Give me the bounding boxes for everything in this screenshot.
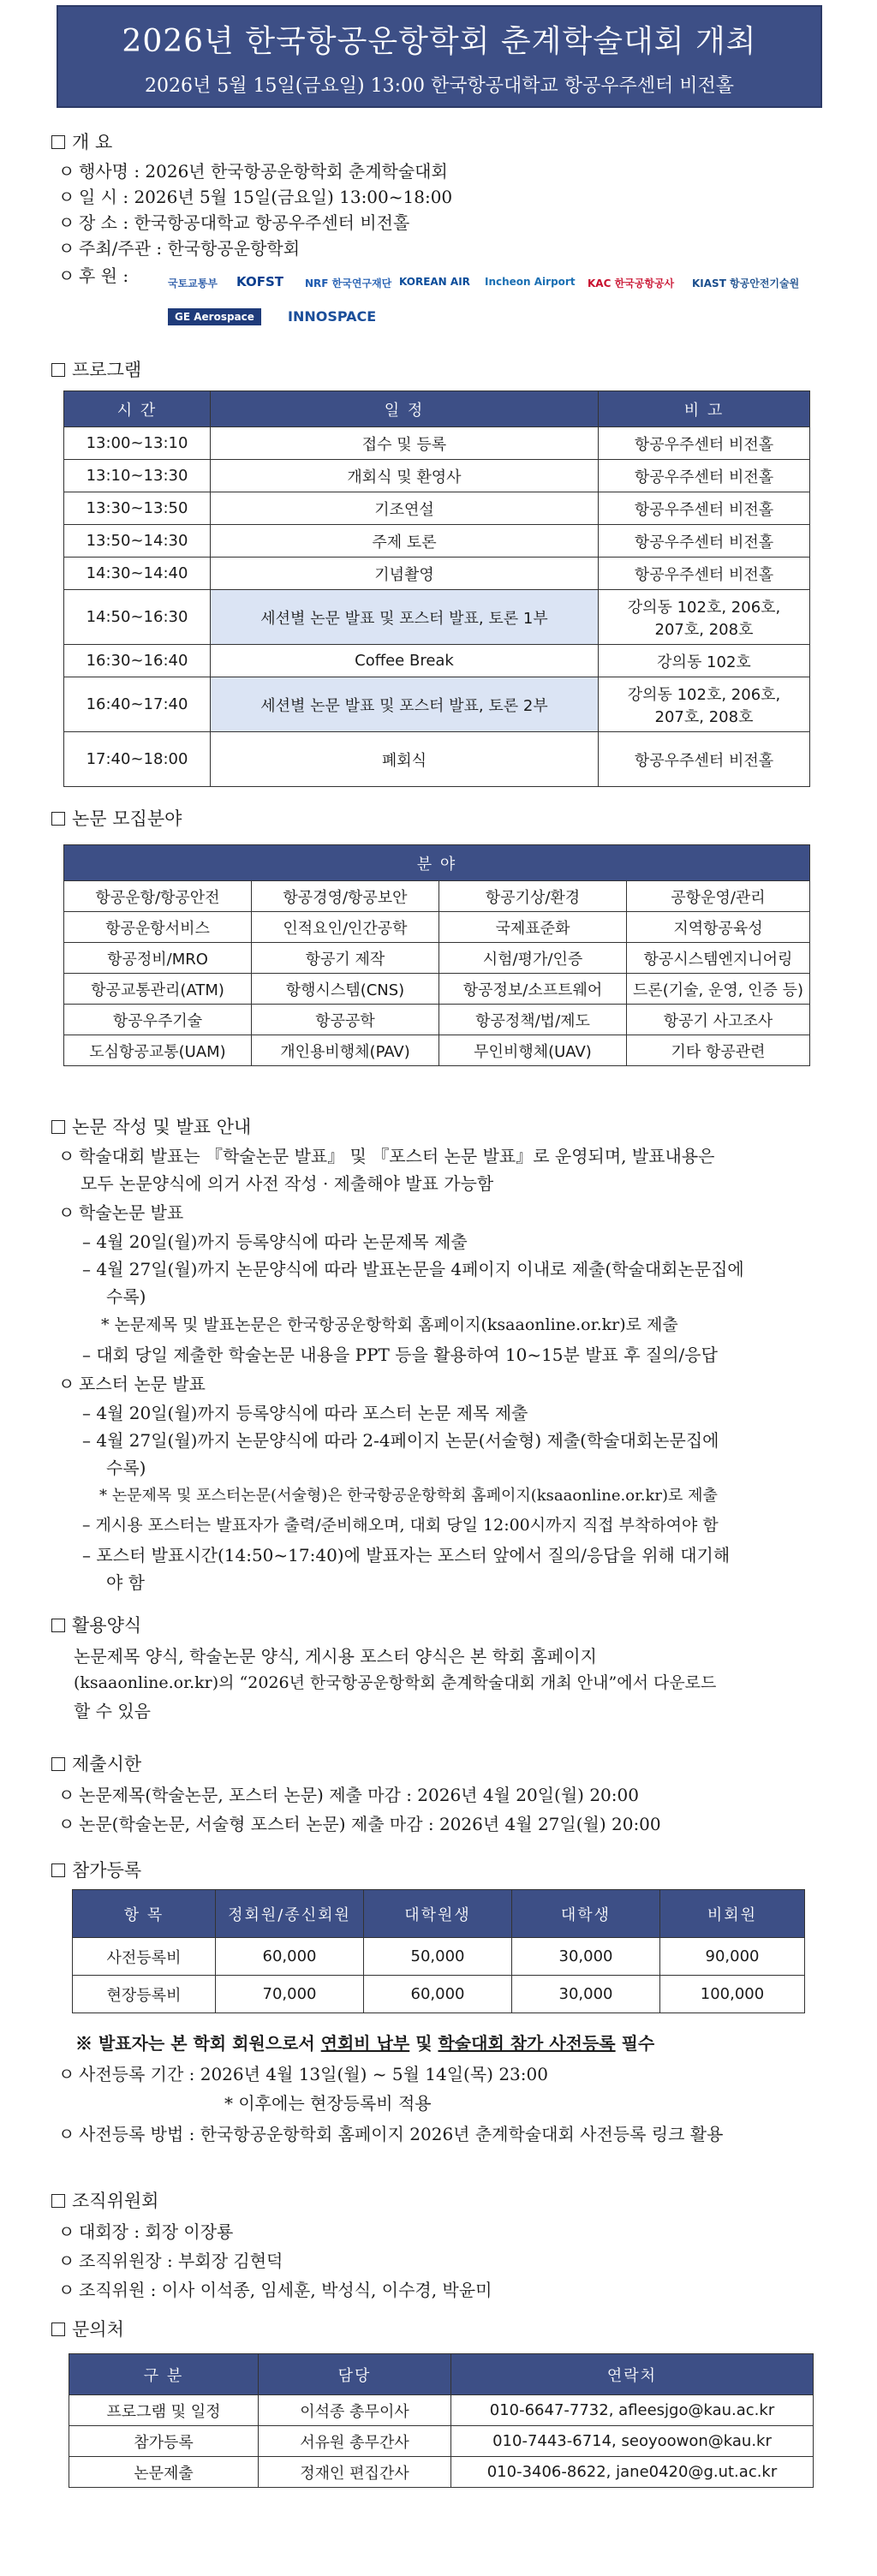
guide-line: 모두 논문양식에 의거 사전 작성 · 제출해야 발표 가능함 (81, 1173, 494, 1194)
table-row: 14:30~14:40 기념촬영 항공우주센터 비전홀 (64, 558, 810, 590)
table-row: 항공교통관리(ATM) 항행시스템(CNS) 항공정보/소프트웨어 드론(기술, 운영, 인증 등) (64, 974, 810, 1005)
sponsor-logo: GE Aerospace (168, 308, 261, 325)
table-row: 항공우주기술 항공공학 항공정책/법/제도 항공기 사고조사 (64, 1005, 810, 1035)
checkbox-square-icon (51, 2323, 65, 2336)
fields-table (63, 844, 810, 1066)
program-header-note: 비 고 (599, 391, 810, 427)
table-row: 프로그램 및 일정 이석종 총무이사 010-6647-7732, afleesjgo@kau.ac.kr (69, 2395, 814, 2426)
table-row: 참가등록 서유원 총무간사 010-7443-6714, seoyoowon@kau.kr (69, 2426, 814, 2457)
table-row: 현장등록비 70,000 60,000 30,000 100,000 (73, 1976, 805, 2013)
section-committee-heading: 조직위원회 (51, 2187, 158, 2213)
committee-item: ㅇ 조직위원장 : 부회장 김현덕 (58, 2251, 283, 2271)
overview-item: ㅇ 일 시 : 2026년 5월 15일(금요일) 13:00~18:00 (58, 187, 453, 207)
program-table (63, 391, 810, 787)
table-row: 16:40~17:40 세션별 논문 발표 및 포스터 발표, 토론 2부 강의동 102호, 206호, 207호, 208호 (64, 677, 810, 732)
section-contact-heading: 문의처 (51, 2316, 124, 2341)
committee-item: ㅇ 조직위원 : 이사 이석종, 임세훈, 박성식, 이수경, 박윤미 (58, 2280, 492, 2300)
sponsor-logo: NRF 한국연구재단 (305, 277, 392, 289)
committee-item: ㅇ 대회장 : 회장 이장룡 (58, 2221, 234, 2242)
checkbox-square-icon (51, 363, 65, 377)
overview-item: ㅇ 행사명 : 2026년 한국항공운항학회 춘계학술대회 (58, 161, 448, 182)
guide-line: – 4월 20일(월)까지 등록양식에 따라 포스터 논문 제목 제출 (82, 1403, 528, 1423)
guide-line: 수록) (106, 1458, 146, 1478)
table-row: 항공운항/항공안전 항공경영/항공보안 항공기상/환경 공항운영/관리 (64, 881, 810, 912)
guide-line: ㅇ 포스터 논문 발표 (58, 1374, 206, 1394)
checkbox-square-icon (51, 1757, 65, 1771)
sponsor-logo: KIAST 항공안전기술원 (692, 277, 800, 289)
table-row: 17:40~18:00 폐회식 항공우주센터 비전홀 (64, 732, 810, 787)
forms-line: 논문제목 양식, 학술논문 양식, 게시용 포스터 양식은 본 학회 홈페이지 (74, 1646, 597, 1667)
table-row: 논문제출 정재인 편집간사 010-3406-8622, jane0420@g.ut.ac.kr (69, 2457, 814, 2488)
checkbox-square-icon (51, 1619, 65, 1632)
guide-line: – 게시용 포스터는 발표자가 출력/준비해오며, 대회 당일 12:00시까지 직접 부착하여야 함 (82, 1516, 719, 1535)
table-row: 16:30~16:40 Coffee Break 강의동 102호 (64, 645, 810, 677)
sponsor-logo: INNOSPACE (288, 308, 377, 325)
checkbox-square-icon (51, 812, 65, 826)
checkbox-square-icon (51, 1120, 65, 1134)
sponsor-logo: 국토교통부 (168, 277, 218, 289)
table-row: 도심항공교통(UAM) 개인용비행체(PAV) 무인비행체(UAV) 기타 항공관련 (64, 1035, 810, 1066)
guide-line: * 논문제목 및 포스터논문(서술형)은 한국항공운항학회 홈페이지(ksaaonline.or.kr)로 제출 (99, 1487, 718, 1505)
section-fields-heading: 논문 모집분야 (51, 805, 182, 831)
guide-line: – 대회 당일 제출한 학술논문 내용을 PPT 등을 활용하여 10~15분 발표 후 질의/응답 (82, 1345, 718, 1365)
guide-line: – 4월 27일(월)까지 논문양식에 따라 발표논문을 4페이지 이내로 제출(학술대회논문집에 (82, 1259, 744, 1279)
table-row: 13:50~14:30 주제 토론 항공우주센터 비전홀 (64, 525, 810, 558)
guide-line: ㅇ 학술대회 발표는 『학술논문 발표』 및 『포스터 논문 발표』로 운영되며, 발표내용은 (58, 1146, 715, 1166)
table-row: 13:00~13:10 접수 및 등록 항공우주센터 비전홀 (64, 427, 810, 460)
forms-line: 할 수 있음 (74, 1701, 151, 1721)
table-row: 13:10~13:30 개회식 및 환영사 항공우주센터 비전홀 (64, 460, 810, 492)
guide-line: – 포스터 발표시간(14:50~17:40)에 발표자는 포스터 앞에서 질의/응답을 위해 대기해 (82, 1545, 731, 1565)
sponsor-logos (168, 276, 853, 337)
checkbox-square-icon (51, 135, 65, 149)
section-program-heading: 프로그램 (51, 356, 141, 382)
guide-line: 수록) (106, 1286, 146, 1307)
table-row: 사전등록비 60,000 50,000 30,000 90,000 (73, 1938, 805, 1976)
guide-line: – 4월 20일(월)까지 등록양식에 따라 논문제목 제출 (82, 1231, 468, 1252)
page-subtitle: 2026년 5월 15일(금요일) 13:00 한국항공대학교 항공우주센터 비전홀 (144, 75, 735, 97)
section-forms-heading: 활용양식 (51, 1612, 141, 1637)
deadline-item: ㅇ 논문(학술논문, 서술형 포스터 논문) 제출 마감 : 2026년 4월 27일(월) 20:00 (58, 1814, 661, 1834)
registration-method: ㅇ 사전등록 방법 : 한국항공운항학회 홈페이지 2026년 춘계학술대회 사전등록 링크 활용 (58, 2124, 724, 2144)
guide-line: 야 함 (106, 1572, 145, 1593)
registration-table: 항 목 정회원/종신회원 대학원생 대학생 비회원 사전등록비 60,000 50,000 30,000 90,000 현장등록비 70,000 60,000 30,000 100,000 (72, 1889, 805, 2013)
program-header-event: 일 정 (211, 391, 599, 427)
table-row: 항공정비/MRO 항공기 제작 시험/평가/인증 항공시스템엔지니어링 (64, 943, 810, 974)
overview-item: ㅇ 주최/주관 : 한국항공운항학회 (58, 238, 301, 259)
table-row: 13:30~13:50 기조연설 항공우주센터 비전홀 (64, 492, 810, 525)
overview-item: ㅇ 후 원 : (58, 265, 129, 286)
section-guide-heading: 논문 작성 및 발표 안내 (51, 1113, 251, 1139)
checkbox-square-icon (51, 2194, 65, 2208)
forms-line: (ksaaonline.or.kr)의 “2026년 한국항공운항학회 춘계학술대회 개최 안내”에서 다운로드 (74, 1673, 717, 1692)
deadline-item: ㅇ 논문제목(학술논문, 포스터 논문) 제출 마감 : 2026년 4월 20일(월) 20:00 (58, 1785, 639, 1805)
sponsor-logo: KOFST (236, 274, 283, 289)
sponsor-logo: KOREAN AIR (399, 276, 470, 288)
sponsor-logo: KAC 한국공항공사 (588, 277, 675, 289)
guide-line: ㅇ 학술논문 발표 (58, 1202, 184, 1223)
overview-item: ㅇ 장 소 : 한국항공대학교 항공우주센터 비전홀 (58, 212, 410, 233)
section-registration-heading: 참가등록 (51, 1857, 141, 1882)
fields-header: 분 야 (64, 845, 810, 881)
registration-notice: ※ 발표자는 본 학회 회원으로서 연회비 납부 및 학술대회 참가 사전등록 필수 (75, 2033, 655, 2054)
program-header-time: 시 간 (64, 391, 211, 427)
page-title: 2026년 한국항공운항학회 춘계학술대회 개최 (122, 24, 757, 59)
section-deadline-heading: 제출시한 (51, 1750, 141, 1776)
table-row: 항공운항서비스 인적요인/인간공학 국제표준화 지역항공육성 (64, 912, 810, 943)
guide-line: * 논문제목 및 발표논문은 한국항공운항학회 홈페이지(ksaaonline.or.kr)로 제출 (101, 1315, 678, 1334)
contact-table: 구 분 담당 연락처 프로그램 및 일정 이석종 총무이사 010-6647-7732, afleesjgo@kau.ac.kr 참가등록 서유원 총무간사 010-7443-6714, seoyoowon@kau.kr 논문제출 정재인 편집간사 010-3406-8622, jane0420@g.ut.ac.kr (69, 2353, 814, 2488)
table-row: 14:50~16:30 세션별 논문 발표 및 포스터 발표, 토론 1부 강의동 102호, 206호, 207호, 208호 (64, 590, 810, 645)
section-overview-heading: 개 요 (51, 128, 112, 154)
guide-line: – 4월 27일(월)까지 논문양식에 따라 2-4페이지 논문(서술형) 제출(학술대회논문집에 (82, 1430, 719, 1451)
checkbox-square-icon (51, 1863, 65, 1877)
registration-period-note: * 이후에는 현장등록비 적용 (224, 2093, 432, 2114)
registration-period: ㅇ 사전등록 기간 : 2026년 4월 13일(월) ~ 5월 14일(목) 23:00 (58, 2064, 548, 2084)
sponsor-logo: Incheon Airport (485, 276, 576, 288)
title-banner (57, 5, 822, 108)
